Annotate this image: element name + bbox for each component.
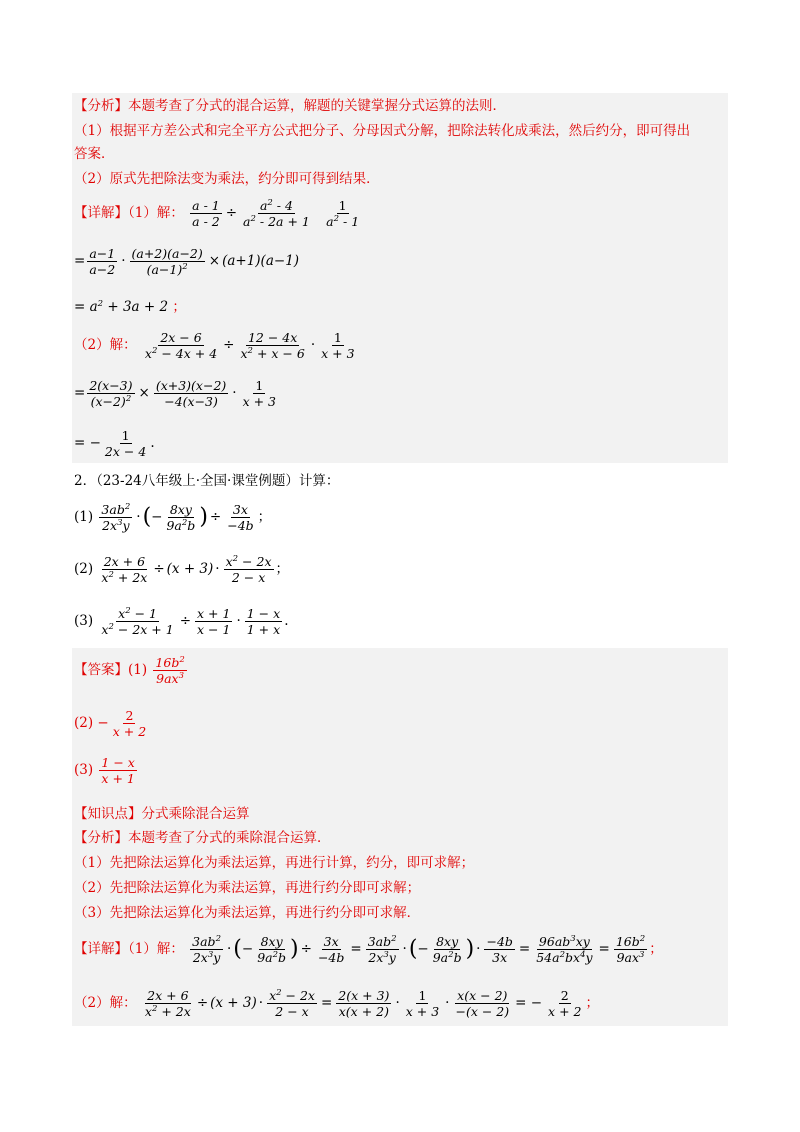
formula: $\frac{2x - 6}{x^2 - 4x + 4}$ ÷ $\frac{12 - 4x}{x^2 + x - 6}$ · $\frac{1}{x + 3}$ (144, 330, 355, 361)
detail-part-2-label: （2）解： (74, 337, 137, 353)
item-prefix: (2) (74, 561, 94, 577)
answer-prefix: (1) (128, 662, 148, 678)
analysis-2-line-3: （2）先把除法运算化为乘法运算，再进行约分即可求解； (74, 880, 421, 896)
detail-1-part-2-step-1: = $\frac{2(x-3)}{(x-2)^2}$ × $\frac{(x+3)(x-2)}{-4(x-3)}$ · $\frac{1}{x + 3}$ (74, 378, 277, 409)
detail-1-step-1: = $\frac{a-1}{a-2}$ · $\frac{(a+2)(a-2)}{(a-1)^2}$ × (a+1)(a−1) (74, 246, 300, 277)
question-2-heading: 2．（23-24八年级上·全国·课堂例题）计算： (74, 473, 340, 489)
formula: $\frac{2x + 6}{x^2 + 2x}$ ÷ (x + 3) · $\frac{x^2 - 2x}{2 - x}$ = $\frac{2(x + 3)}{x(x + 2)}$ · $\frac{1}{x + 3}$ · $\frac{x(x - 2)}{-(x - 2)}$ = − $\frac{2}{x + 2}$ ； (144, 988, 599, 1019)
formula: $\frac{16b^2}{9ax^3}$ (155, 655, 185, 686)
detail-label: 【详解】（1）解： (74, 941, 184, 957)
detail-1-step-2: = $a^2 + 3a + 2$ ； (74, 299, 186, 315)
answer-prefix: (2) (74, 715, 94, 731)
detail-1-part-2 (74, 330, 359, 361)
item-prefix: (3) (74, 613, 94, 629)
detail-part-2-label: （2）解： (74, 995, 137, 1011)
analysis-2-line-1: 【分析】本题考查了分式的乘除混合运算． (74, 830, 331, 846)
item-prefix: (1) (74, 509, 94, 525)
analysis-2-line-4: （3）先把除法运算化为乘法运算，再进行约分即可求解． (74, 905, 421, 921)
analysis-1-line-3: 答案． (74, 146, 115, 162)
formula: $\frac{1 - x}{x + 1}$ (101, 755, 135, 786)
formula: $\frac{2x + 6}{x^2 + 2x}$ ÷ (x + 3) · $\frac{x^2 - 2x}{2 - x}$ ； (101, 554, 290, 585)
answer-2-item-3 (74, 755, 139, 786)
formula: $\frac{3ab^2}{2x^3y}$ ·(− $\frac{8xy}{9a^2b}$ ) ÷ $\frac{3x}{-4b}$ ； (101, 502, 272, 533)
detail-1-part-2-step-2: = − $\frac{1}{2x - 4}$ . (74, 428, 155, 459)
question-2-item-1 (74, 502, 271, 533)
question-2-item-2 (74, 554, 289, 585)
analysis-1-line-4: （2）原式先把除法变为乘法，约分即可得到结果． (74, 171, 380, 187)
question-2-item-3 (74, 606, 288, 637)
answer-2-item-2 (74, 708, 150, 739)
formula: $\frac{a - 1}{a - 2}$ ÷ $\frac{a^2 - 4}{a^2 - 2a + 1}$ $\frac{1}{a^2 - 1}$ (192, 198, 360, 229)
answer-label: 【答案】 (74, 662, 128, 678)
answer-prefix: (3) (74, 762, 94, 778)
answer-2-item-1 (74, 655, 189, 686)
detail-2-part-1 (74, 934, 663, 965)
formula: $\frac{3ab^2}{2x^3y}$ ·(− $\frac{8xy}{9a^2b}$ ) ÷ $\frac{3x}{-4b}$ = $\frac{3ab^2}{2x^3y}$ ·(− $\frac{8xy}{9a^2b}$ ) · $\frac{-4b}{3x}$ = $\frac{96ab^3xy}{54a^2bx^4y}$ = $\frac{16b^2}{9ax^3}$ ； (192, 934, 663, 965)
detail-1-part-1 (74, 198, 363, 229)
analysis-1-line-2: （1）根据平方差公式和完全平方公式把分子、分母因式分解，把除法转化成乘法，然后约分，即可得出 (74, 123, 691, 139)
detail-label: 【详解】（1）解： (74, 205, 184, 221)
analysis-2-line-2: （1）先把除法运算化为乘法运算，再进行计算，约分，即可求解； (74, 855, 475, 871)
knowledge-point: 【知识点】分式乘除混合运算 (74, 806, 250, 822)
formula: $\frac{x^2 - 1}{x^2 - 2x + 1}$ ÷ $\frac{x + 1}{x - 1}$ · $\frac{1 - x}{1 + x}$ . (101, 606, 289, 637)
detail-2-part-2 (74, 988, 599, 1019)
formula: − $\frac{2}{x + 2}$ (97, 708, 147, 739)
analysis-1-line-1: 【分析】本题考查了分式的混合运算，解题的关键掌握分式运算的法则． (74, 98, 506, 114)
